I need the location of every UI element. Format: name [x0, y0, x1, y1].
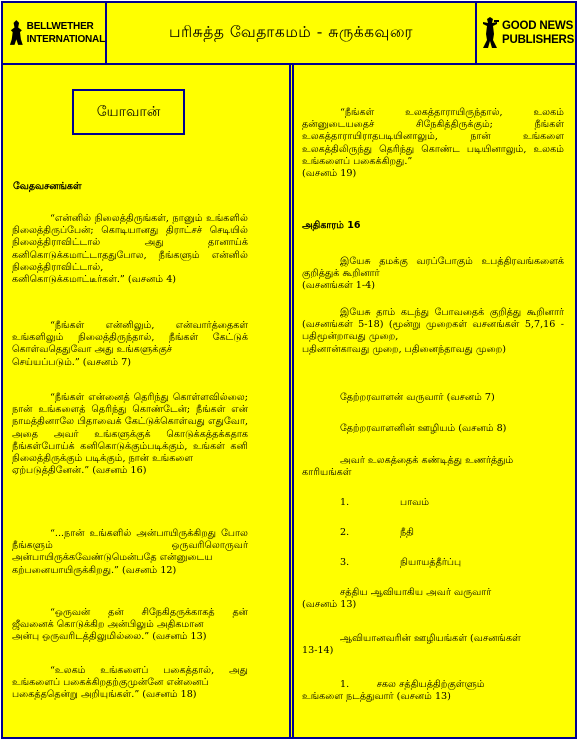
logo-line1: BELLWETHER — [26, 21, 94, 32]
verse-paragraph: “நீங்கள் என்னிலும், என்வார்த்தைகள் உங்களிலும் நிலைத்திருந்தால், நீங்கள் கேட்டுக் கொள்வதெதுவோ அது உங்களுக்குச் செய்யப்படும்.” (வசனம் 7) — [12, 320, 248, 368]
verse-paragraph: “ஒருவன் தன் சிநேகிதருக்காகத் தன் ஜீவனைக் கொடுக்கிற அன்பிலும் அதிகமான அன்பு ஒருவரிடத்திலுமில்லை.” (வசனம் 13) — [12, 607, 248, 643]
outline-item: தேற்றரவாளனின் ஊழியம் (வசனம் 8) — [340, 423, 507, 434]
outline-item: இயேசு தாம் கடந்து போவதைக் குறித்து கூறினார் (வசனங்கள் 5-18) (மூன்று முறைகள் வசனங்கள் 5,7,16 - பதிமூன்றாவது முறை, பதினான்காவது முறை, பதினைந்தாவது முறை) — [302, 307, 564, 355]
outline-item: ஆவியானவரின் ஊழியங்கள் (வசனங்கள் 13-14) — [302, 633, 521, 657]
verse-paragraph: “உலகம் உங்களைப் பகைத்தால், அது உங்களைப் பகைக்கிறதற்குமுன்னே என்னைப் பகைத்ததென்று அறியுங்கள்.” (வசனம் 18) — [12, 665, 248, 701]
verse-paragraph: “நீங்கள் உலகத்தாராயிருந்தால், உலகம் தன்னுடையதைச் சிநேகித்திருக்கும்; நீங்கள் உலகத்தாராயிராதபடியினாலும், நான் உங்களை உலகத்திலிருந்து தெரிந்து கொண்ட படியினாலும், உலகம் உங்களைப் பகைக்கிறது.” (வசனம் 19) — [302, 107, 564, 180]
good-news-logo — [475, 3, 575, 63]
chapter-heading: அதிகாரம் 16 — [302, 220, 361, 231]
logo-line1: GOOD NEWS — [502, 20, 574, 32]
section-heading: வேதவசனங்கள் — [13, 181, 82, 192]
herald-figure-icon — [481, 16, 499, 50]
verse-paragraph: “என்னில் நிலைத்திருங்கள், நானும் உங்களில் நிலைத்திருப்பேன்; கொடியானது திராட்சச் செடியில் நிலைத்திராவிட்டால் அது தானாய்க் கனிகொடுக்கமாட்டாததுபோல, நீங்களும் என்னில் நிலைத்திராவிட்டால், கனிகொடுக்கமாட்டீர்கள்.” (வசனம் 4) — [12, 213, 248, 286]
outline-item: அவர் உலகத்தைக் கண்டித்து உணர்த்தும் காரியங்கள் — [302, 455, 514, 479]
column-divider — [289, 65, 294, 739]
outline-item: சத்திய ஆவியாகிய அவர் வருவார் (வசனம் 13) — [302, 587, 492, 611]
book-title: யோவான் — [72, 89, 185, 135]
verse-paragraph: “...நான் உங்களில் அன்பாயிருக்கிறது போல நீங்களும் ஒருவரிலொருவர் அன்பாயிருக்கவேண்டுமென்பதே என்னுடைய கற்பனையாயிருக்கிறது.” (வசனம் 12) — [12, 528, 248, 576]
list-item: 1. சகல சத்தியத்திற்குள்ளும் உங்களை நடத்துவார் (வசனம் 13) — [302, 679, 485, 703]
logo-line2: PUBLISHERS — [502, 34, 575, 46]
logo-line2: INTERNATIONAL — [26, 34, 105, 45]
header — [3, 3, 575, 65]
outline-item: இயேசு தமக்கு வரப்போகும் உபத்திரவங்களைக் குறித்துக் கூறினார் (வசனங்கள் 1-4) — [302, 256, 564, 292]
page-title: பரிசுத்த வேதாகமம் - சுருக்கவுரை — [168, 23, 414, 41]
outline-item: தேற்றரவாளன் வருவார் (வசனம் 7) — [340, 392, 495, 403]
verse-paragraph: “நீங்கள் என்னைத் தெரிந்து கொள்ளவில்லை; நான் உங்களைத் தெரிந்து கொண்டேன்; நீங்கள் என் நாமத்தினாலே பிதாவைக் கேட்டுக்கொள்வது எதுவோ, அதை அவர் உங்களுக்குக் கொடுக்கத்தக்கதாக நீங்கள்போய்க் கனிகொடுக்கும்படிக்கும், உங்கள் கனி நிலைத்திருக்கும் படிக்கும், நான் உங்களை ஏற்படுத்தினேன்.” (வசனம் 16) — [12, 392, 248, 477]
bell-figure-icon — [9, 18, 24, 48]
bellwether-logo — [3, 3, 107, 63]
page-frame: BELLWETHER INTERNATIONAL பரிசுத்த வேதாகமம் - சுருக்கவுரை GOOD NEWS PUBLISHERS யோவான் வேதவசனங்கள் “என்னில் நிலைத்திருங்கள், நானும் உங்களில் நிலைத்திருப்பேன்; கொடியானது திராட்சச் செடியில் நிலைத்திராவிட்டால் அது தானாய்க் கனிகொடுக்கமாட்டாததுபோல, நீங்களும் என்னில் நிலைத்திராவிட்டால், கனிகொடுக்கமாட்டீர்கள்.” (வசனம் 4) “நீங்கள் என்னிலும், என்வார்த்தைகள் உங்களிலும் நிலைத்திருந்தால், நீங்கள் கேட்டுக் கொள்வதெதுவோ அது உங்களுக்குச் செய்யப்படும்.” (வசனம் 7) “நீங்கள் என்னைத் தெரிந்து கொள்ளவில்லை; நான் உங்களைத் தெரிந்து கொண்டேன்; நீங்கள் என் நாமத்தினாலே பிதாவைக் கேட்டுக்கொள்வது எதுவோ, அதை அவர் உங்களுக்குக் கொடுக்கத்தக்கதாக நீங்கள்போய்க் கனிகொடுக்கும்படிக்கும், உங்கள் கனி நிலைத்திருக்கும் படிக்கும், நான் உங்களை ஏற்படுத்தினேன்.” (வசனம் 16) “...நான் உங்களில் அன்பாயிருக்கிறது போல நீங்களும் ஒருவரிலொருவர் அன்பாயிருக்கவேண்டுமென்பதே என்னுடைய கற்பனையாயிருக்கிறது.” (வசனம் 12) “ஒருவன் தன் சிநேகிதருக்காகத் தன் ஜீவனைக் கொடுக்கிற அன்பிலும் அதிகமான அன்பு ஒருவரிடத்திலுமில்லை.” (வசனம் 13) “உலகம் உங்களைப் பகைத்தால், அது உங்களைப் பகைக்கிறதற்குமுன்னே என்னைப் பகைத்ததென்று அறியுங்கள்.” (வசனம் 18) “நீங்கள் உலகத்தாராயிருந்தால், உலகம் தன்னுடையதைச் சிநேகித்திருக்கும்; நீங்கள் உலகத்தாராயிராதபடியினாலும், நான் உங்களை உலகத்திலிருந்து தெரிந்து கொண்ட படியினாலும், உலகம் உங்களைப் பகைக்கிறது.” (வசனம் 19) அதிகாரம் 16 இயேசு தமக்கு வரப்போகும் உபத்திரவங்களைக் குறித்துக் கூறினார் (வசனங்கள் 1-4) இயேசு தாம் கடந்து போவதைக் குறித்து கூறினார் (வசனங்கள் 5-18) (மூன்று முறைகள் வசனங்கள் 5,7,16 - பதிமூன்றாவது முறை, பதினான்காவது முறை, பதினைந்தாவது முறை) தேற்றரவாளன் வருவார் (வசனம் 7) தேற்றரவாளனின் ஊழியம் (வசனம் 8) அவர் உலகத்தைக் கண்டித்து உணர்த்தும் காரியங்கள் 1. பாவம் 2. நீதி 3. நியாயத்தீர்ப்பு சத்திய ஆவியாகிய அவர் வருவார் (வசனம் 13) ஆவியானவரின் ஊழியங்கள் (வசனங்கள் 13-14) 1. சகல சத்தியத்திற்குள்ளும் உங்களை நடத்துவார் (வசனம் 13) — [1, 1, 577, 739]
